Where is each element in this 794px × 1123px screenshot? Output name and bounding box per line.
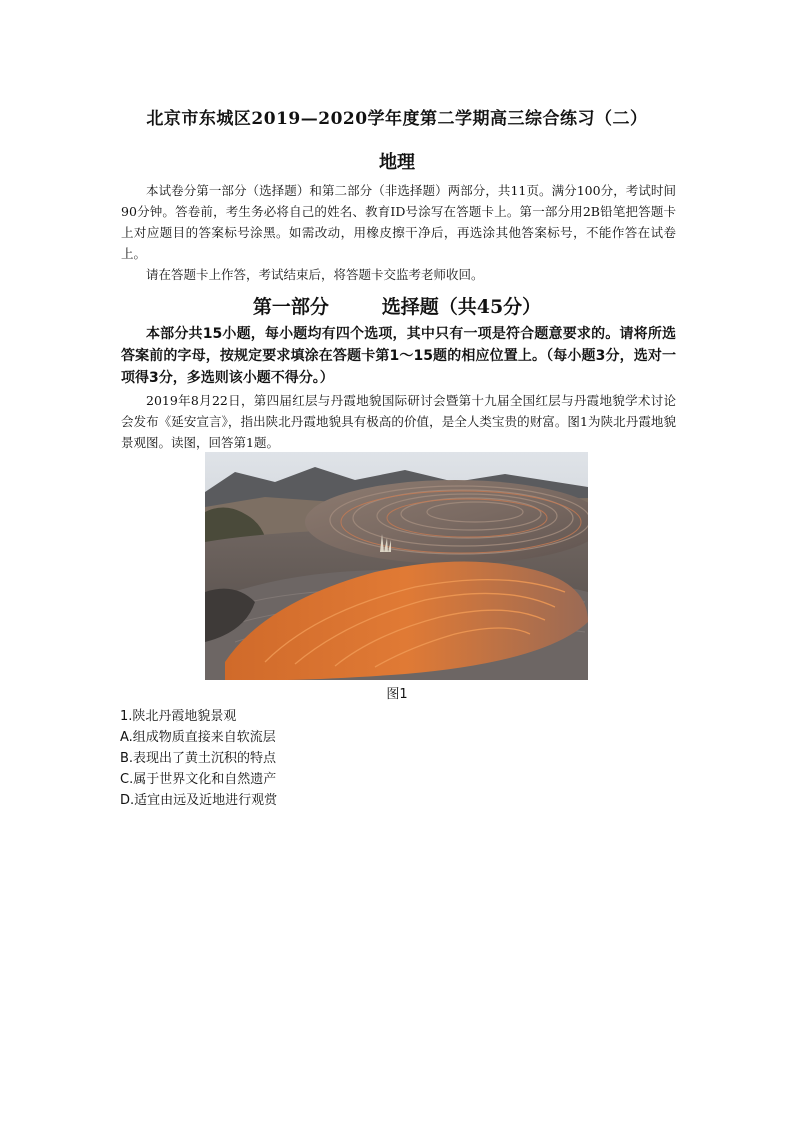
option-a: A.组成物质直接来自软流层 <box>120 730 276 745</box>
danxia-landform-photo <box>205 452 588 680</box>
option-d: D.适宜由远及近地进行观赏 <box>120 793 278 808</box>
question-context: 2019年8月22日，第四届红层与丹霞地貌国际研讨会暨第十九届全国红层与丹霞地貌学术讨论会发布《延安宣言》，指出陕北丹霞地貌具有极高的价值，是全人类宝贵的财富。图1为陕北丹霞地貌景观图。读图，回答第1题。 <box>121 393 676 450</box>
instructions-paragraph: 本试卷分第一部分（选择题）和第二部分（非选择题）两部分，共11页。满分100分，考试时间90分钟。答卷前，考生务必将自己的姓名、教育ID号涂写在答题卡上。第一部分用2B铅笔把答题卡上对应题目的答案标号涂黑。如需改动，用橡皮擦干净后，再选涂其他答案标号，不能作答在试卷上。 <box>121 183 676 261</box>
question-1-stem: 1.陕北丹霞地貌景观 <box>120 709 237 724</box>
figure-caption: 图1 <box>386 687 408 702</box>
section-heading: 第一部分 选择题（共45分） <box>252 296 542 318</box>
exam-title: 北京市东城区2019—2020学年度第二学期高三综合练习（二） <box>146 109 648 129</box>
option-b: B.表现出了黄土沉积的特点 <box>120 751 277 766</box>
section-instructions: 本部分共15小题，每小题均有四个选项，其中只有一项是符合题意要求的。请将所选答案前的字母，按规定要求填涂在答题卡第1～15题的相应位置上。（每小题3分，选对一项得3分，多选则该小题不得分。） <box>121 326 676 386</box>
instructions-submit-note: 请在答题卡上作答，考试结束后，将答题卡交监考老师收回。 <box>146 267 484 282</box>
option-c: C.属于世界文化和自然遗产 <box>120 772 277 787</box>
subject-title: 地理 <box>379 152 415 173</box>
